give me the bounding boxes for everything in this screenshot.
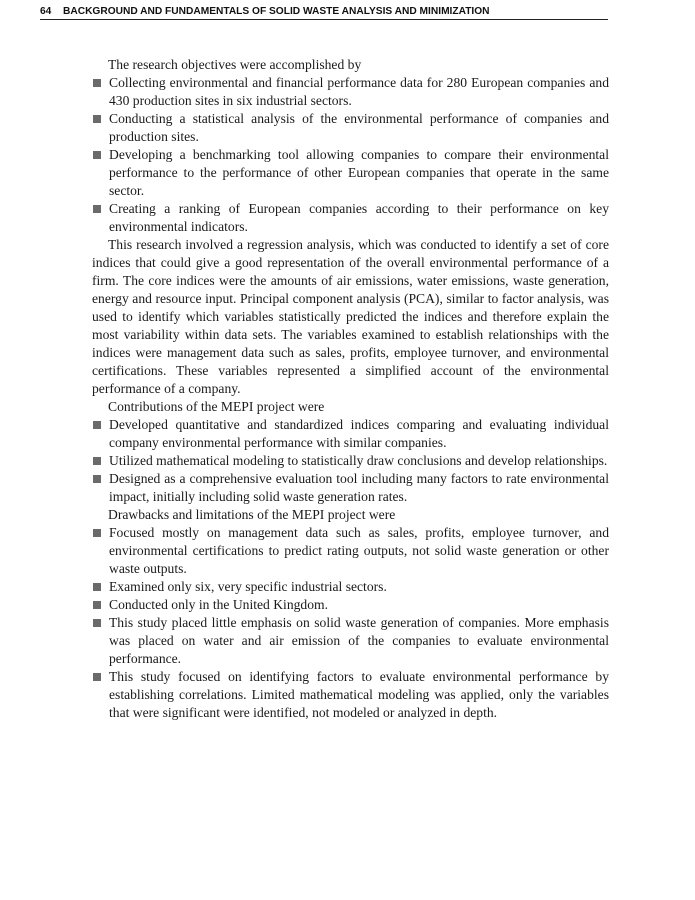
regression-paragraph: This research involved a regression analysis, which was conducted to identify a set of core indices that could give a good representation of the overall environmental performance of a firm. The core indices were the amounts of air emissions, water emissions, waste generation, energy and resource input. Principal component analysis (PCA), similar to factor analysis, was used to identify which variables statistically predicted the indices and therefore explain the most variability within data sets. The variables examined to establish relationships with the indices were management data such as sales, profits, employee turnover, and environmental certifications. These variables represented a simplified account of the environmental performance of a company. — [92, 237, 609, 396]
square-bullet-icon — [93, 115, 101, 123]
page-body — [92, 56, 609, 722]
list-item: Focused mostly on management data such as sales, profits, employee turnover, and environmental certifications to predict rating outputs, not solid waste generation or other waste outputs. — [92, 524, 609, 578]
list-item: Collecting environmental and financial performance data for 280 European companies and 430 production sites in six industrial sectors. — [92, 74, 609, 110]
contributions-intro: Contributions of the MEPI project were — [108, 399, 325, 414]
running-header — [40, 4, 608, 20]
list-item: Utilized mathematical modeling to statistically draw conclusions and develop relationships. — [92, 452, 609, 470]
square-bullet-icon — [93, 601, 101, 609]
objectives-intro: The research objectives were accomplished by — [108, 57, 362, 72]
list-item: This study placed little emphasis on solid waste generation of companies. More emphasis was placed on water and air emission of the companies to evaluate environmental performance. — [92, 614, 609, 668]
square-bullet-icon — [93, 583, 101, 591]
square-bullet-icon — [93, 673, 101, 681]
square-bullet-icon — [93, 529, 101, 537]
contributions-list — [92, 416, 609, 506]
list-item: Examined only six, very specific industrial sectors. — [92, 578, 609, 596]
objectives-list — [92, 74, 609, 236]
square-bullet-icon — [93, 475, 101, 483]
list-item: Conducting a statistical analysis of the environmental performance of companies and production sites. — [92, 110, 609, 146]
page-number: 64 — [40, 6, 52, 17]
drawbacks-list — [92, 524, 609, 722]
list-item: This study focused on identifying factors to evaluate environmental performance by establishing correlations. Limited mathematical modeling was applied, only the variables that were significant were identified, not modeled or analyzed in depth. — [92, 668, 609, 722]
square-bullet-icon — [93, 151, 101, 159]
drawbacks-intro: Drawbacks and limitations of the MEPI project were — [108, 507, 396, 522]
square-bullet-icon — [93, 457, 101, 465]
square-bullet-icon — [93, 421, 101, 429]
list-item: Conducted only in the United Kingdom. — [92, 596, 609, 614]
list-item: Developed quantitative and standardized indices comparing and evaluating individual company environmental performance with similar companies. — [92, 416, 609, 452]
list-item: Designed as a comprehensive evaluation tool including many factors to rate environmental impact, initially including solid waste generation rates. — [92, 470, 609, 506]
square-bullet-icon — [93, 619, 101, 627]
square-bullet-icon — [93, 205, 101, 213]
list-item: Developing a benchmarking tool allowing companies to compare their environmental performance to the performance of other European companies that operate in the same sector. — [92, 146, 609, 200]
running-title: BACKGROUND AND FUNDAMENTALS OF SOLID WASTE ANALYSIS AND MINIMIZATION — [63, 6, 490, 17]
list-item: Creating a ranking of European companies according to their performance on key environmental indicators. — [92, 200, 609, 236]
square-bullet-icon — [93, 79, 101, 87]
